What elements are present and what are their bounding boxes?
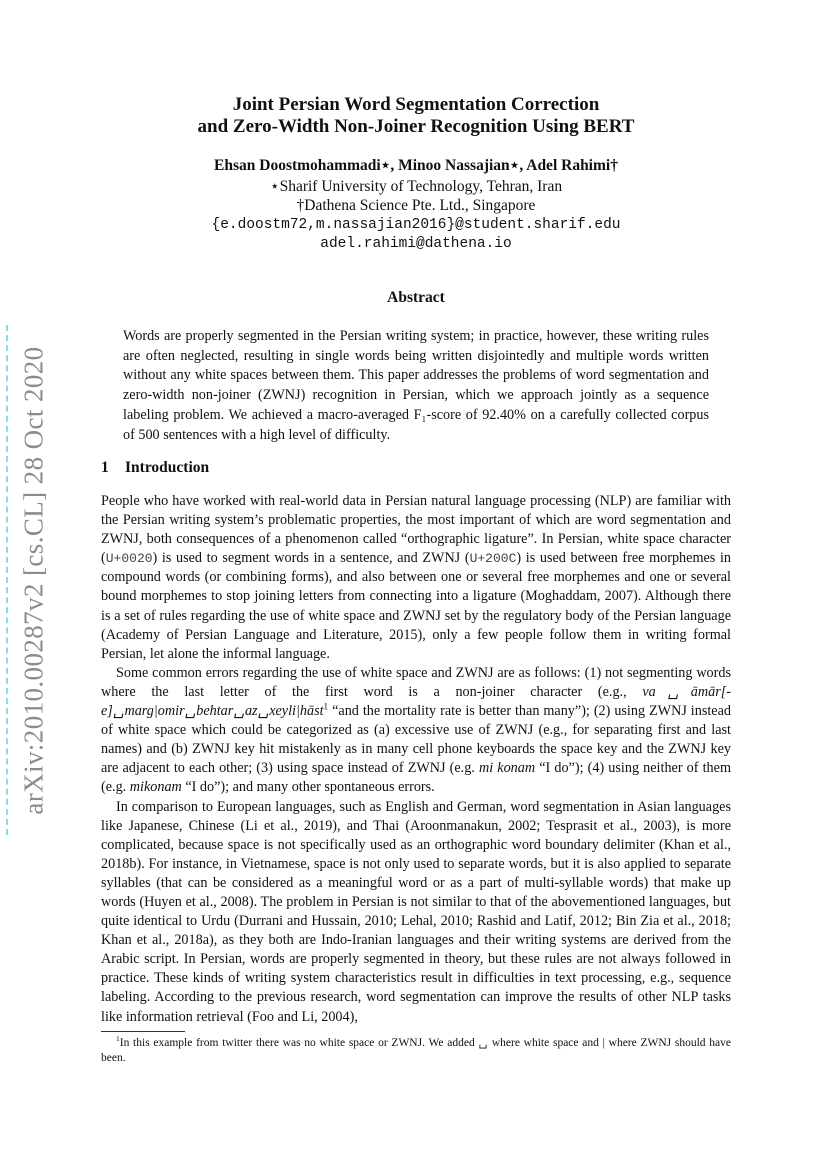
example-transliteration: va␣āmār[-e]␣marg|omir␣behtar␣az␣xeyli|hāst (101, 683, 731, 720)
intro-paragraph-1: People who have worked with real-world data in Persian natural language processing (NLP) are familiar with the Persian writing system’s problematic properties, the most important of which are word segmentation and ZWNJ, both consequences of a phenomenon called “orthographic ligature”. In Persian, white space character (U+0020) is used to segment words in a sentence, and ZWNJ (U+200C) is used between free morphemes in compound words (or combining forms), and also between one or several free morphemes and one or several bound morphemes to stop joining letters from connecting into a ligature (Moghaddam, 2007). Although there is a set of rules regarding the use of white space and ZWNJ set by the regulatory body of the Persian language (Academy of Persian Language and Literature, 2015), only a few people follow them in writing formal Persian, let alone the informal language. (101, 493, 731, 662)
section-title: Introduction (125, 459, 210, 476)
paper-title (100, 94, 732, 138)
affiliation-sharif: ⋆Sharif University of Technology, Tehran, Iran (269, 178, 563, 195)
email-line-1: {e.doostm72,m.nassajian2016}@student.sharif.edu (211, 217, 621, 233)
title-line-1: Joint Persian Word Segmentation Correction (232, 94, 600, 115)
unicode-space-code: U+0020 (105, 551, 153, 567)
abstract-heading: Abstract (387, 289, 445, 306)
footnote-1 (101, 1036, 731, 1066)
section-number: 1 (101, 459, 109, 476)
abstract-text: Words are properly segmented in the Persian writing system; in practice, however, these writing rules are often neglected, resulting in single words being written disjointedly and multiple words written without any white spaces between them. This paper addresses the problems of word segmentation and zero-width non-joiner (ZWNJ) recognition in Persian, which we approach jointly as a sequence labeling problem. We achieved a macro-averaged F₁-score of 92.40% on a carefully collected corpus of 500 sentences with a high level of difficulty. (123, 328, 709, 443)
email-line-2: adel.rahimi@dathena.io (320, 236, 512, 252)
footnote-rule (101, 1031, 185, 1032)
arxiv-identifier-stamp (6, 325, 61, 835)
footnote-text: In this example from twitter there was no white space or ZWNJ. We added ␣ where white space and | where ZWNJ should have been. (101, 1037, 731, 1064)
footnote-number: 1 (116, 1034, 120, 1044)
affiliation-dathena: †Dathena Science Pte. Ltd., Singapore (296, 197, 536, 214)
intro-paragraph-3: In comparison to European languages, such as English and German, word segmentation in Asian languages like Japanese, Chinese (Li et al., 2019), and Thai (Aroonmanakun, 2002; Tesprasit et al., 2003), is more complicated, because space is not specifically used as an orthographic word boundary delimiter (Khan et al., 2018b). For instance, in Vietnamese, space is not only used to separate words, but it is also applied to separate syllables (that can be considered as a meaningful word or as a part of multi-syllable words) that make up words (Huyen et al., 2008). The problem in Persian is not similar to that of the abovementioned languages, but quite identical to Urdu (Durrani and Hussain, 2010; Lehal, 2010; Rashid and Latif, 2012; Bin Zia et al., 2018; Khan et al., 2018a), as they both are Indo-Iranian languages and their writing systems are derived from the Arabic script. In Persian, words are properly segmented in theory, but these rules are not always followed in practice. These kinds of writing system characteristics result in difficulties in text processing, e.g., sequence labeling. According to the previous research, word segmentation can improve the results of other NLP tasks like information retrieval (Foo and Li, 2004), (101, 798, 731, 1025)
example-mi-konam: mi konam (478, 760, 536, 777)
arxiv-identifier: arXiv:2010.00287v2 [cs.CL] 28 Oct 2020 (19, 345, 50, 815)
unicode-zwnj-code: U+200C (469, 551, 517, 567)
intro-paragraph-2: Some common errors regarding the use of white space and ZWNJ are as follows: (1) not segmenting words where the last letter of the first word is a non-joiner character (e.g., va␣āmār[-e]␣marg|omir␣behtar␣az␣xeyli|hāst$^1$ “and the mortality rate is better than many”); (2) using ZWNJ instead of white space which could be categorized as (a) excessive use of ZWNJ (e.g., for separating first and last names) and (b) ZWNJ key hit mistakenly as in many cell phone keyboards the space key and the ZWNJ key are adjacent to each other; (3) using space instead of ZWNJ (e.g. mi konam “I do”); (4) using neither of them (e.g. mikonam “I do”); and many other spontaneous errors. (101, 664, 731, 796)
author-list: Ehsan Doostmohammadi⋆, Minoo Nassajian⋆, Adel Rahimi† (214, 157, 618, 174)
introduction-body (101, 492, 731, 1027)
title-line-2: and Zero-Width Non-Joiner Recognition Using BERT (197, 116, 635, 137)
section-heading-introduction (101, 459, 209, 477)
footnote-marker: 1 (323, 701, 329, 712)
example-mikonam: mikonam (129, 779, 182, 796)
